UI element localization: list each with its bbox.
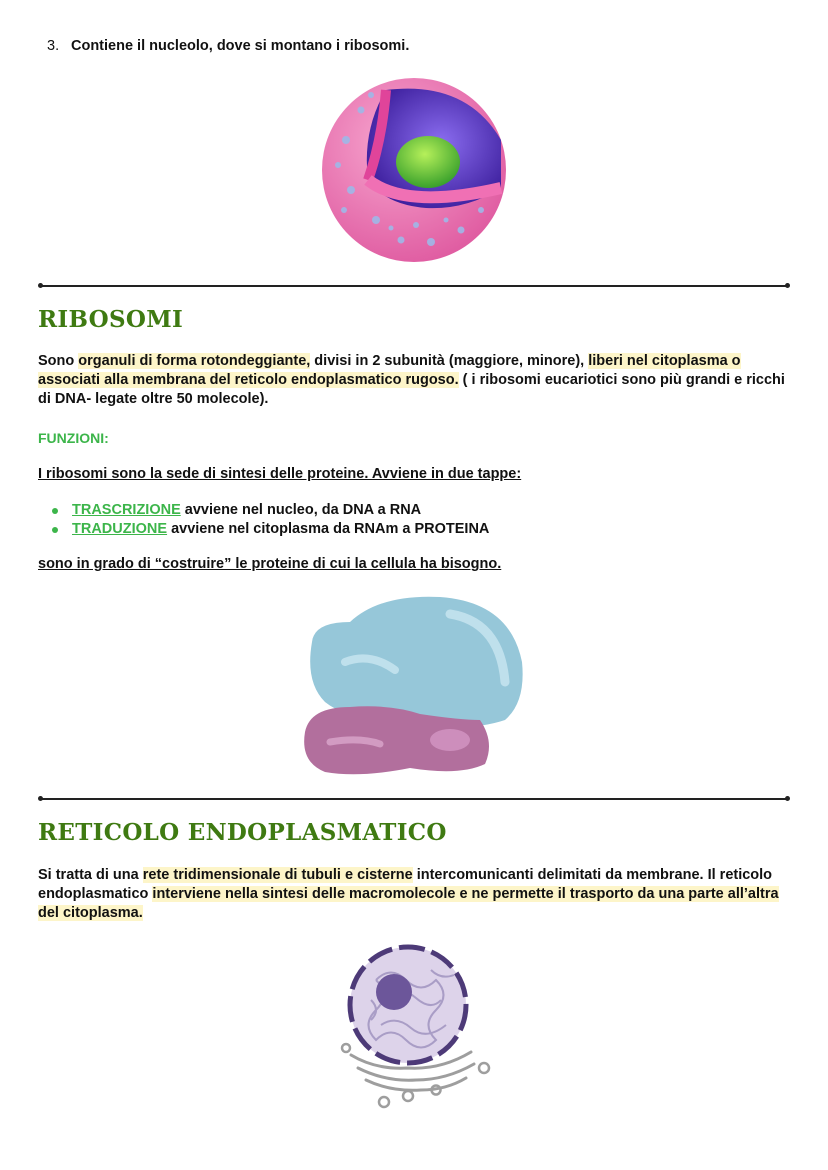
section-divider	[40, 285, 788, 287]
list-text: Contiene il nucleolo, dove si montano i ribosomi.	[71, 38, 410, 54]
ribosomi-paragraph	[38, 352, 798, 409]
nucleus-cutaway-illustration	[316, 70, 512, 266]
highlighted-text: organuli di forma rotondeggiante,	[78, 353, 311, 369]
highlighted-text: interviene nella sintesi delle macromolecole e ne permette il trasporto da una parte all’altra del citoplasma.	[38, 886, 779, 921]
ribosomi-heading: RIBOSOMI	[38, 306, 184, 333]
para-text: Sono	[38, 353, 79, 369]
keyword-link[interactable]: TRADUZIONE	[72, 521, 168, 537]
funzioni-label: FUNZIONI:	[38, 430, 109, 446]
bullet-list	[50, 501, 489, 539]
reticolo-heading: RETICOLO ENDOPLASMATICO	[38, 819, 447, 846]
bullet-item-traduzione	[50, 520, 489, 539]
highlighted-text: rete tridimensionale di tubuli e cisterne	[142, 867, 413, 883]
sintesi-line: I ribosomi sono la sede di sintesi delle proteine. Avviene in due tappe:	[38, 466, 522, 482]
bullet-item-trascrizione	[50, 501, 489, 520]
list-number: 3.	[47, 38, 60, 54]
keyword-link[interactable]: TRASCRIZIONE	[72, 502, 181, 518]
bullet-text: avviene nel citoplasma da RNAm a PROTEINA	[167, 521, 490, 537]
list-item-3	[47, 38, 409, 54]
para-text: Si tratta di una	[38, 867, 143, 883]
section-divider	[40, 798, 788, 800]
reticolo-paragraph	[38, 866, 798, 923]
bullet-text: avviene nel nucleo, da DNA a RNA	[180, 502, 422, 518]
para-text: intercomunicanti delimitati da membrane. Il reticolo endoplasmatico	[38, 867, 773, 902]
reticulum-illustration	[336, 940, 496, 1115]
para-text: ( i ribosomi eucariotici sono più grandi e ricchi di DNA- legate oltre 50 molecole).	[38, 372, 785, 407]
closing-line: sono in grado di “costruire” le proteine di cui la cellula ha bisogno.	[38, 556, 502, 572]
para-text: divisi in 2 subunità (maggiore, minore),	[310, 353, 589, 369]
ribosome-illustration	[300, 592, 528, 782]
highlighted-text: liberi nel citoplasma o associati alla membrana del reticolo endoplasmatico rugoso.	[38, 353, 741, 388]
